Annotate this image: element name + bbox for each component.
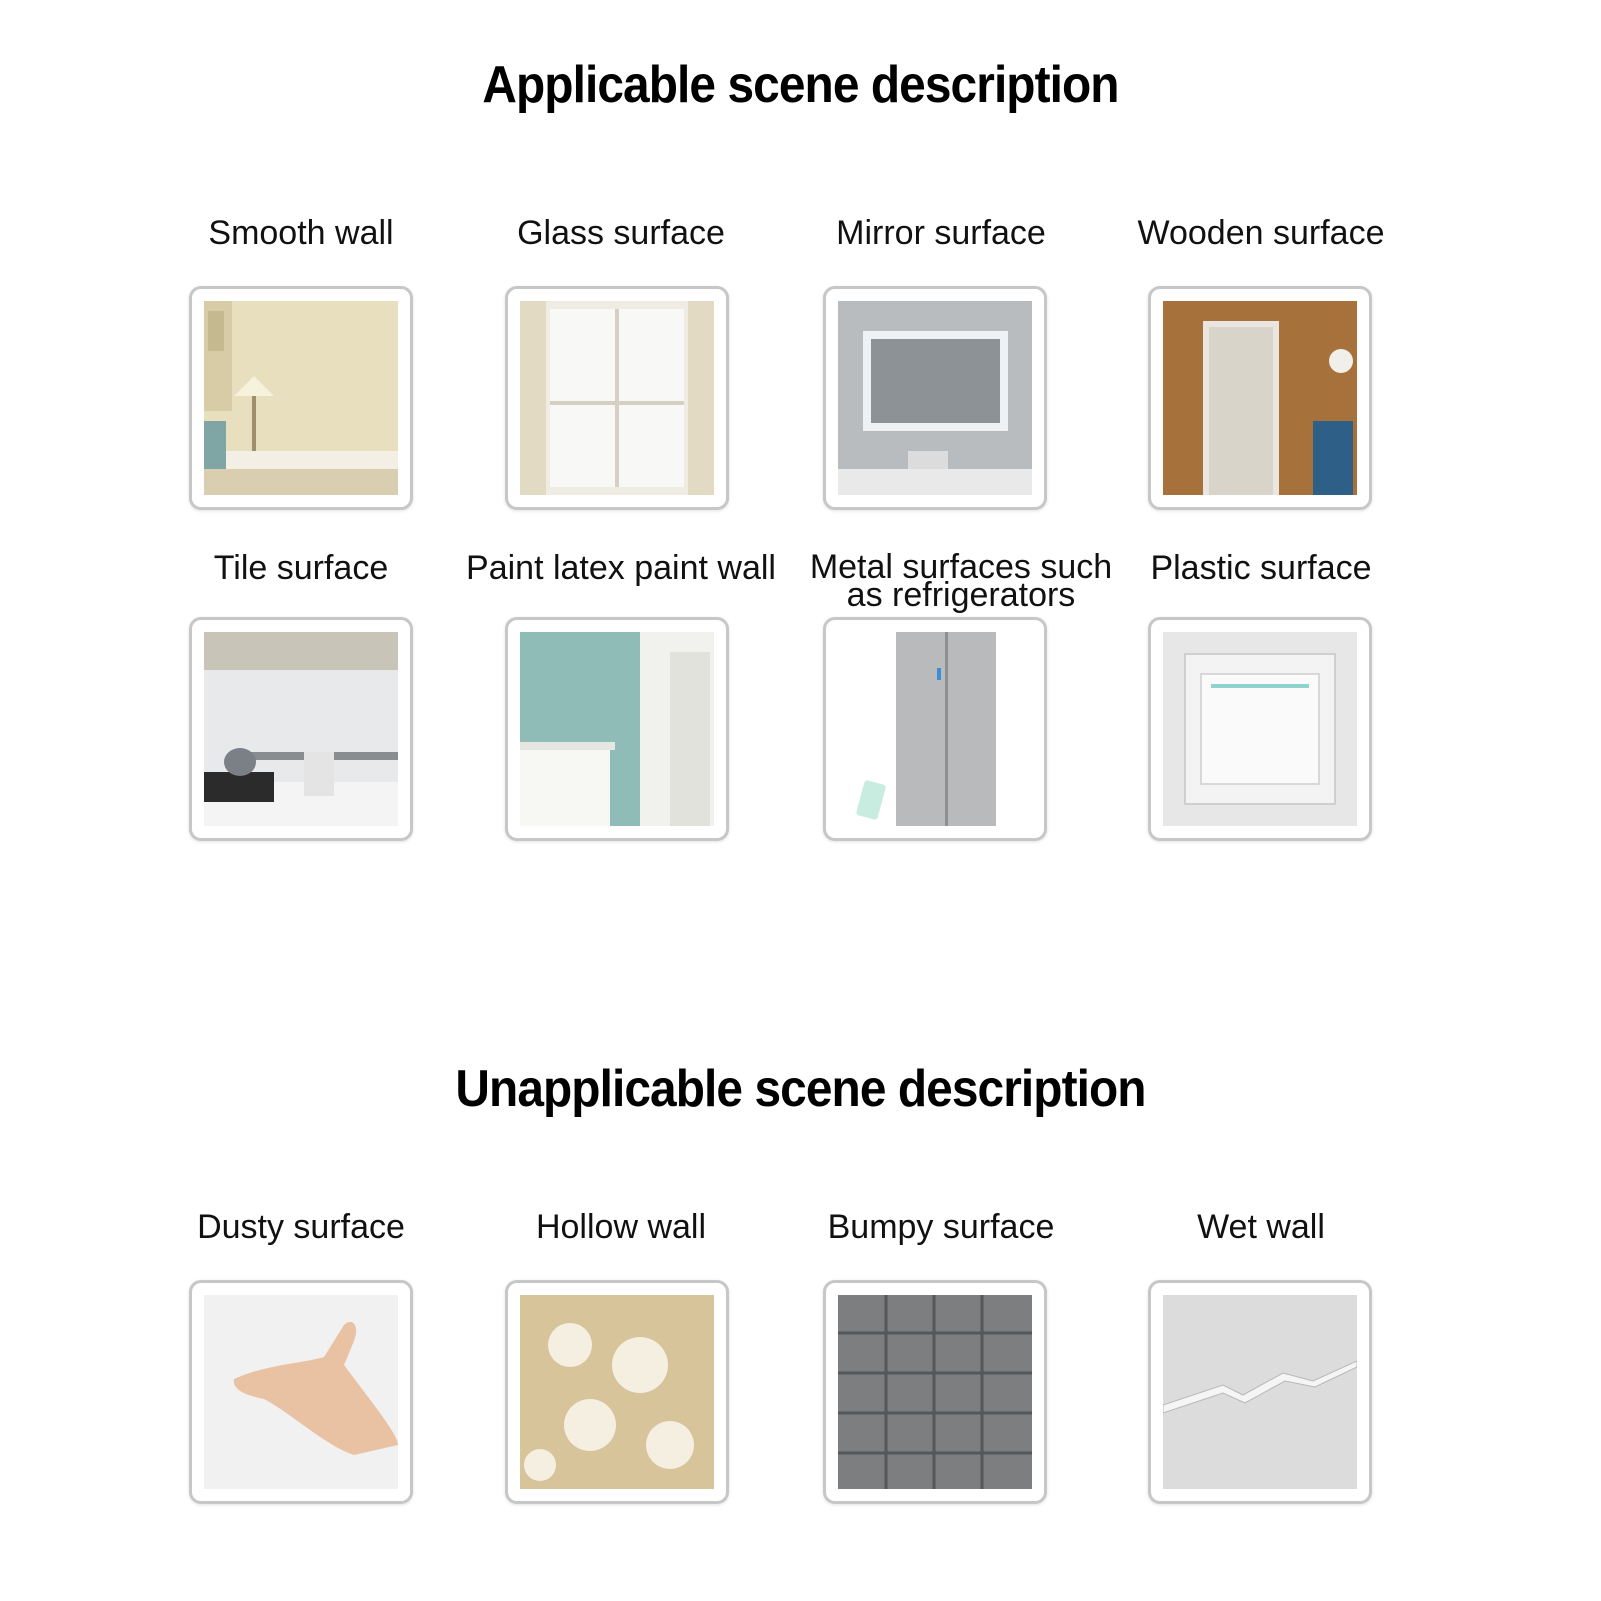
unapplicable-heading: Unapplicable scene description [455,1060,1146,1118]
paint-latex-wall-image [505,617,729,841]
glass-surface-image [505,286,729,510]
scene-label: Bumpy surface [827,1208,1055,1246]
bumpy-surface-image [823,1280,1047,1504]
scene-label: Glass surface [517,214,725,252]
scene-label: Smooth wall [208,214,394,252]
scene-label: Metal surfaces such as refrigerators [809,548,1113,614]
hollow-wall-image [505,1280,729,1504]
scene-label: Wooden surface [1137,214,1385,252]
wooden-surface-image [1148,286,1372,510]
wet-wall-image [1148,1280,1372,1504]
smooth-wall-image [189,286,413,510]
tile-surface-image [189,617,413,841]
applicable-heading: Applicable scene description [482,56,1119,114]
scene-label: Paint latex paint wall [466,549,776,587]
scene-label: Plastic surface [1150,549,1372,587]
metal-surfaces-image [823,617,1047,841]
plastic-surface-image [1148,617,1372,841]
mirror-surface-image [823,286,1047,510]
scene-label: Mirror surface [836,214,1046,252]
scene-label: Tile surface [213,549,389,587]
scene-label: Wet wall [1197,1208,1325,1246]
scene-label: Dusty surface [197,1208,405,1246]
scene-label: Hollow wall [535,1208,707,1246]
dusty-surface-image [189,1280,413,1504]
